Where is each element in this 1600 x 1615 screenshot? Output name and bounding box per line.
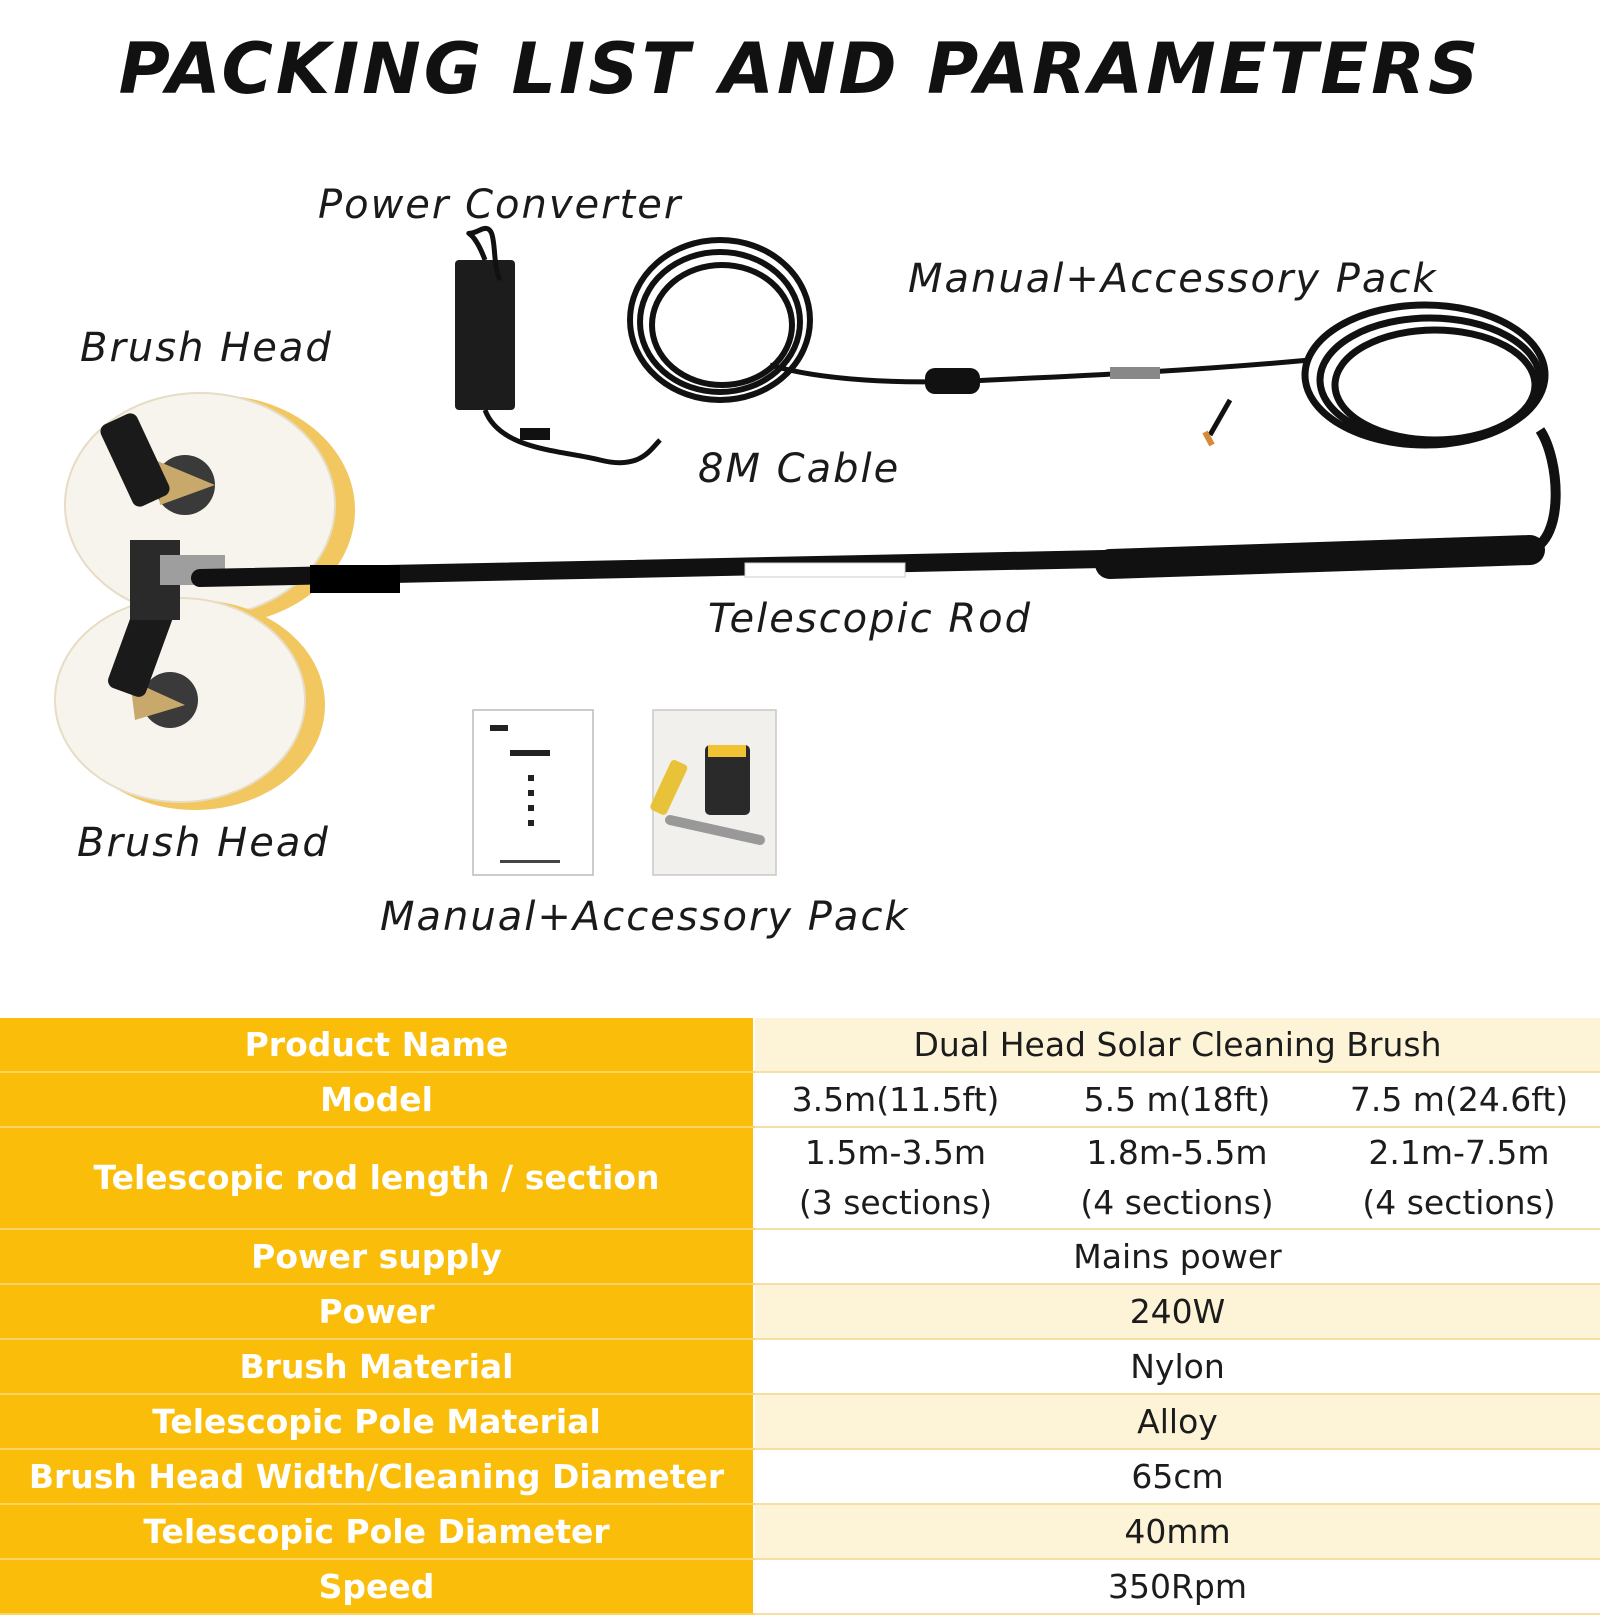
product-name-value: Dual Head Solar Cleaning Brush <box>754 1018 1600 1072</box>
model-value-3: 7.5 m(24.6ft) <box>1318 1072 1600 1127</box>
table-row <box>0 1284 1600 1339</box>
rod-length-label: Telescopic rod length / section <box>0 1127 754 1229</box>
product-name-label: Product Name <box>0 1018 754 1072</box>
pole-material-label: Telescopic Pole Material <box>0 1394 754 1449</box>
table-row <box>0 1229 1600 1284</box>
brush-head-label-top: Brush Head <box>80 325 333 371</box>
rod-length-3: 2.1m-7.5m <box>1368 1133 1550 1172</box>
rod-length-1: 1.5m-3.5m <box>804 1133 987 1172</box>
head-width-value: 65cm <box>754 1449 1600 1504</box>
head-width-label: Brush Head Width/Cleaning Diameter <box>0 1449 754 1504</box>
cable-coil-8m-image <box>630 240 810 400</box>
table-row <box>0 1339 1600 1394</box>
rod-length-value-2 <box>1036 1127 1318 1229</box>
manual-image <box>473 710 593 875</box>
pole-diameter-label: Telescopic Pole Diameter <box>0 1504 754 1559</box>
table-row <box>0 1072 1600 1127</box>
parameters-table <box>0 1018 1600 1615</box>
brush-material-label: Brush Material <box>0 1339 754 1394</box>
power-converter-image <box>455 228 660 462</box>
power-supply-label: Power supply <box>0 1229 754 1284</box>
pole-material-value: Alloy <box>754 1394 1600 1449</box>
table-row <box>0 1127 1600 1229</box>
model-value-1: 3.5m(11.5ft) <box>754 1072 1036 1127</box>
brush-head-bottom-image <box>55 596 325 810</box>
rod-sections-2: (4 sections) <box>1080 1183 1274 1222</box>
power-converter-label: Power Converter <box>318 182 683 228</box>
rod-length-value-3 <box>1318 1127 1600 1229</box>
table-row <box>0 1504 1600 1559</box>
brush-head-label-bottom: Brush Head <box>77 820 330 866</box>
table-row <box>0 1018 1600 1072</box>
model-label: Model <box>0 1072 754 1127</box>
cable-label: 8M Cable <box>698 446 901 492</box>
page-title: PACKING LIST AND PARAMETERS <box>118 28 1482 110</box>
rod-sections-3: (4 sections) <box>1362 1183 1556 1222</box>
brush-material-value: Nylon <box>754 1339 1600 1394</box>
rod-length-value-1 <box>754 1127 1036 1229</box>
telescopic-rod-label: Telescopic Rod <box>708 596 1032 642</box>
table-row <box>0 1394 1600 1449</box>
cable-coil-large-image <box>1305 305 1545 445</box>
power-value: 240W <box>754 1284 1600 1339</box>
accessory-pack-label-top: Manual+Accessory Pack <box>908 256 1438 302</box>
rod-length-2: 1.8m-5.5m <box>1086 1133 1268 1172</box>
telescopic-rod-image <box>200 550 1530 593</box>
power-label: Power <box>0 1284 754 1339</box>
model-value-2: 5.5 m(18ft) <box>1036 1072 1318 1127</box>
rod-sections-1: (3 sections) <box>798 1183 993 1222</box>
speed-label: Speed <box>0 1559 754 1614</box>
accessory-pack-image <box>649 710 776 875</box>
speed-value: 350Rpm <box>754 1559 1600 1614</box>
table-row <box>0 1449 1600 1504</box>
accessory-pack-label-bottom: Manual+Accessory Pack <box>380 894 910 940</box>
table-row <box>0 1559 1600 1614</box>
pole-diameter-value: 40mm <box>754 1504 1600 1559</box>
power-supply-value: Mains power <box>754 1229 1600 1284</box>
